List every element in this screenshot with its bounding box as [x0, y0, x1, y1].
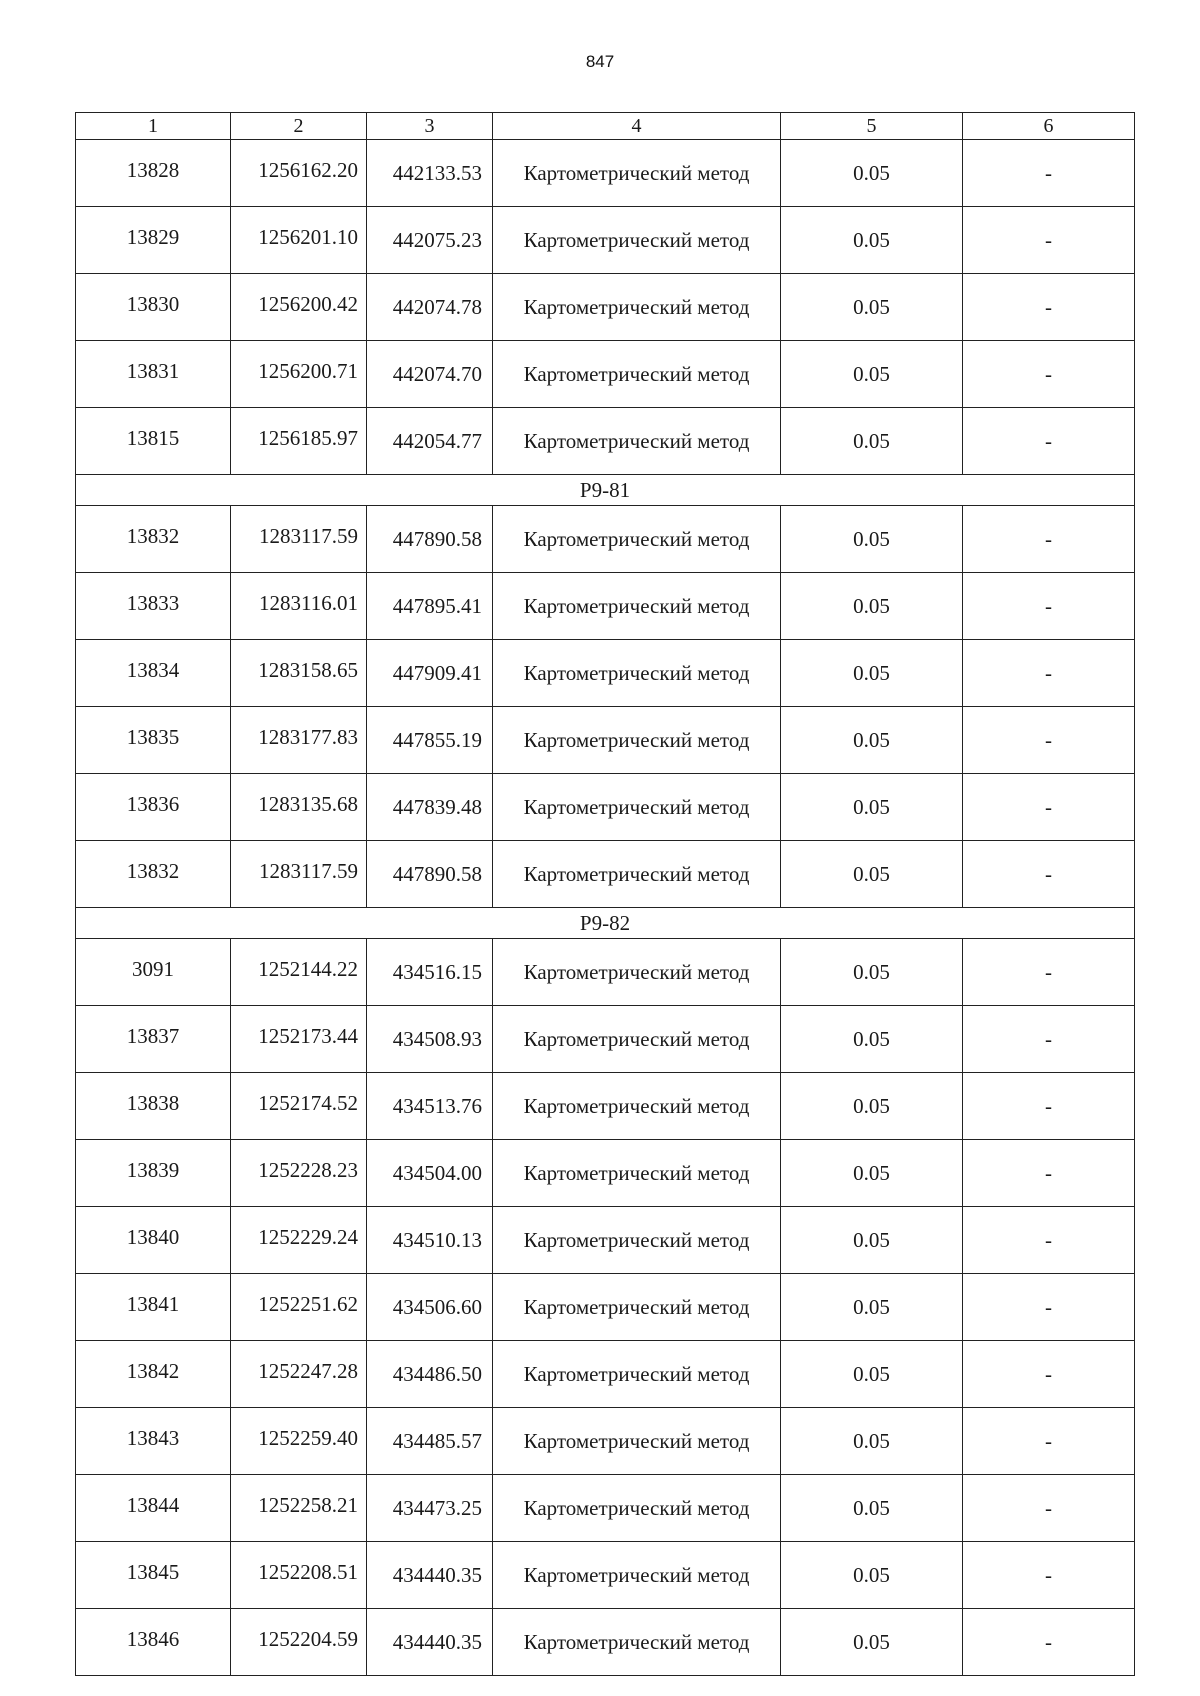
accuracy-cell: 0.05 [781, 274, 963, 341]
table-row [76, 841, 1135, 908]
table-row [76, 506, 1135, 573]
x-coordinate-cell: 1252144.22 [231, 939, 367, 1006]
accuracy-cell: 0.05 [781, 774, 963, 841]
point-number-cell: 13837 [76, 1006, 231, 1073]
point-number-cell: 3091 [76, 939, 231, 1006]
x-coordinate-cell: 1252173.44 [231, 1006, 367, 1073]
method-cell: Картометрический метод [493, 1207, 781, 1274]
note-cell: - [963, 1006, 1135, 1073]
accuracy-cell: 0.05 [781, 573, 963, 640]
method-cell: Картометрический метод [493, 207, 781, 274]
note-cell: - [963, 1609, 1135, 1676]
point-number-cell: 13838 [76, 1073, 231, 1140]
method-cell: Картометрический метод [493, 1341, 781, 1408]
note-cell: - [963, 274, 1135, 341]
coordinates-table [75, 112, 1135, 1676]
column-header: 6 [963, 113, 1135, 140]
table-row [76, 1274, 1135, 1341]
table-row [76, 774, 1135, 841]
table-row [76, 1408, 1135, 1475]
note-cell: - [963, 207, 1135, 274]
accuracy-cell: 0.05 [781, 341, 963, 408]
method-cell: Картометрический метод [493, 707, 781, 774]
y-coordinate-cell: 434516.15 [367, 939, 493, 1006]
y-coordinate-cell: 447890.58 [367, 841, 493, 908]
accuracy-cell: 0.05 [781, 1006, 963, 1073]
column-header: 2 [231, 113, 367, 140]
x-coordinate-cell: 1256200.71 [231, 341, 367, 408]
point-number-cell: 13843 [76, 1408, 231, 1475]
note-cell: - [963, 408, 1135, 475]
method-cell: Картометрический метод [493, 1006, 781, 1073]
point-number-cell: 13836 [76, 774, 231, 841]
x-coordinate-cell: 1252259.40 [231, 1408, 367, 1475]
accuracy-cell: 0.05 [781, 1542, 963, 1609]
x-coordinate-cell: 1283116.01 [231, 573, 367, 640]
y-coordinate-cell: 434486.50 [367, 1341, 493, 1408]
note-cell: - [963, 841, 1135, 908]
table-row [76, 274, 1135, 341]
y-coordinate-cell: 434485.57 [367, 1408, 493, 1475]
method-cell: Картометрический метод [493, 774, 781, 841]
note-cell: - [963, 573, 1135, 640]
table-row [76, 1475, 1135, 1542]
point-number-cell: 13842 [76, 1341, 231, 1408]
point-number-cell: 13831 [76, 341, 231, 408]
method-cell: Картометрический метод [493, 1140, 781, 1207]
y-coordinate-cell: 434440.35 [367, 1542, 493, 1609]
accuracy-cell: 0.05 [781, 1073, 963, 1140]
method-cell: Картометрический метод [493, 1073, 781, 1140]
x-coordinate-cell: 1252251.62 [231, 1274, 367, 1341]
table-header-row [76, 113, 1135, 140]
x-coordinate-cell: 1252247.28 [231, 1341, 367, 1408]
y-coordinate-cell: 447909.41 [367, 640, 493, 707]
accuracy-cell: 0.05 [781, 408, 963, 475]
method-cell: Картометрический метод [493, 341, 781, 408]
table-body [76, 113, 1135, 1676]
x-coordinate-cell: 1252229.24 [231, 1207, 367, 1274]
table-row [76, 1006, 1135, 1073]
point-number-cell: 13845 [76, 1542, 231, 1609]
x-coordinate-cell: 1256162.20 [231, 140, 367, 207]
method-cell: Картометрический метод [493, 1609, 781, 1676]
point-number-cell: 13832 [76, 506, 231, 573]
x-coordinate-cell: 1252228.23 [231, 1140, 367, 1207]
x-coordinate-cell: 1252204.59 [231, 1609, 367, 1676]
table-row [76, 140, 1135, 207]
note-cell: - [963, 939, 1135, 1006]
y-coordinate-cell: 434504.00 [367, 1140, 493, 1207]
x-coordinate-cell: 1283177.83 [231, 707, 367, 774]
x-coordinate-cell: 1283158.65 [231, 640, 367, 707]
table-row [76, 1207, 1135, 1274]
table-row [76, 1140, 1135, 1207]
accuracy-cell: 0.05 [781, 1341, 963, 1408]
y-coordinate-cell: 442075.23 [367, 207, 493, 274]
section-header-row [76, 908, 1135, 939]
x-coordinate-cell: 1256201.10 [231, 207, 367, 274]
y-coordinate-cell: 434506.60 [367, 1274, 493, 1341]
note-cell: - [963, 341, 1135, 408]
note-cell: - [963, 1408, 1135, 1475]
table-row [76, 1609, 1135, 1676]
accuracy-cell: 0.05 [781, 140, 963, 207]
point-number-cell: 13833 [76, 573, 231, 640]
accuracy-cell: 0.05 [781, 207, 963, 274]
y-coordinate-cell: 434510.13 [367, 1207, 493, 1274]
method-cell: Картометрический метод [493, 573, 781, 640]
method-cell: Картометрический метод [493, 1475, 781, 1542]
y-coordinate-cell: 442133.53 [367, 140, 493, 207]
point-number-cell: 13829 [76, 207, 231, 274]
point-number-cell: 13835 [76, 707, 231, 774]
y-coordinate-cell: 434440.35 [367, 1609, 493, 1676]
method-cell: Картометрический метод [493, 140, 781, 207]
note-cell: - [963, 1140, 1135, 1207]
point-number-cell: 13839 [76, 1140, 231, 1207]
method-cell: Картометрический метод [493, 1408, 781, 1475]
y-coordinate-cell: 442074.78 [367, 274, 493, 341]
x-coordinate-cell: 1256200.42 [231, 274, 367, 341]
section-title: Р9-82 [76, 908, 1135, 939]
x-coordinate-cell: 1283117.59 [231, 506, 367, 573]
y-coordinate-cell: 434508.93 [367, 1006, 493, 1073]
x-coordinate-cell: 1252208.51 [231, 1542, 367, 1609]
y-coordinate-cell: 434513.76 [367, 1073, 493, 1140]
point-number-cell: 13832 [76, 841, 231, 908]
column-header: 4 [493, 113, 781, 140]
column-header: 5 [781, 113, 963, 140]
y-coordinate-cell: 442054.77 [367, 408, 493, 475]
table-row [76, 939, 1135, 1006]
x-coordinate-cell: 1283117.59 [231, 841, 367, 908]
point-number-cell: 13840 [76, 1207, 231, 1274]
point-number-cell: 13841 [76, 1274, 231, 1341]
accuracy-cell: 0.05 [781, 1408, 963, 1475]
x-coordinate-cell: 1256185.97 [231, 408, 367, 475]
accuracy-cell: 0.05 [781, 1609, 963, 1676]
accuracy-cell: 0.05 [781, 640, 963, 707]
point-number-cell: 13844 [76, 1475, 231, 1542]
accuracy-cell: 0.05 [781, 1274, 963, 1341]
column-header: 1 [76, 113, 231, 140]
point-number-cell: 13846 [76, 1609, 231, 1676]
accuracy-cell: 0.05 [781, 1475, 963, 1542]
y-coordinate-cell: 447839.48 [367, 774, 493, 841]
point-number-cell: 13815 [76, 408, 231, 475]
x-coordinate-cell: 1283135.68 [231, 774, 367, 841]
y-coordinate-cell: 447895.41 [367, 573, 493, 640]
accuracy-cell: 0.05 [781, 1140, 963, 1207]
accuracy-cell: 0.05 [781, 707, 963, 774]
method-cell: Картометрический метод [493, 640, 781, 707]
x-coordinate-cell: 1252174.52 [231, 1073, 367, 1140]
table-row [76, 573, 1135, 640]
point-number-cell: 13834 [76, 640, 231, 707]
section-header-row [76, 475, 1135, 506]
point-number-cell: 13828 [76, 140, 231, 207]
method-cell: Картометрический метод [493, 1274, 781, 1341]
section-title: Р9-81 [76, 475, 1135, 506]
table-row [76, 207, 1135, 274]
page-number: 847 [585, 52, 615, 71]
table-row [76, 341, 1135, 408]
note-cell: - [963, 1475, 1135, 1542]
point-number-cell: 13830 [76, 274, 231, 341]
table-row [76, 640, 1135, 707]
note-cell: - [963, 1542, 1135, 1609]
table-row [76, 1341, 1135, 1408]
method-cell: Картометрический метод [493, 274, 781, 341]
y-coordinate-cell: 434473.25 [367, 1475, 493, 1542]
accuracy-cell: 0.05 [781, 1207, 963, 1274]
table-row [76, 707, 1135, 774]
note-cell: - [963, 1341, 1135, 1408]
note-cell: - [963, 1073, 1135, 1140]
y-coordinate-cell: 447890.58 [367, 506, 493, 573]
note-cell: - [963, 140, 1135, 207]
method-cell: Картометрический метод [493, 408, 781, 475]
accuracy-cell: 0.05 [781, 506, 963, 573]
note-cell: - [963, 1207, 1135, 1274]
method-cell: Картометрический метод [493, 841, 781, 908]
note-cell: - [963, 1274, 1135, 1341]
note-cell: - [963, 506, 1135, 573]
method-cell: Картометрический метод [493, 939, 781, 1006]
accuracy-cell: 0.05 [781, 939, 963, 1006]
accuracy-cell: 0.05 [781, 841, 963, 908]
note-cell: - [963, 707, 1135, 774]
note-cell: - [963, 640, 1135, 707]
method-cell: Картометрический метод [493, 1542, 781, 1609]
note-cell: - [963, 774, 1135, 841]
x-coordinate-cell: 1252258.21 [231, 1475, 367, 1542]
y-coordinate-cell: 447855.19 [367, 707, 493, 774]
table-row [76, 1073, 1135, 1140]
table-row [76, 1542, 1135, 1609]
column-header: 3 [367, 113, 493, 140]
table-row [76, 408, 1135, 475]
y-coordinate-cell: 442074.70 [367, 341, 493, 408]
method-cell: Картометрический метод [493, 506, 781, 573]
